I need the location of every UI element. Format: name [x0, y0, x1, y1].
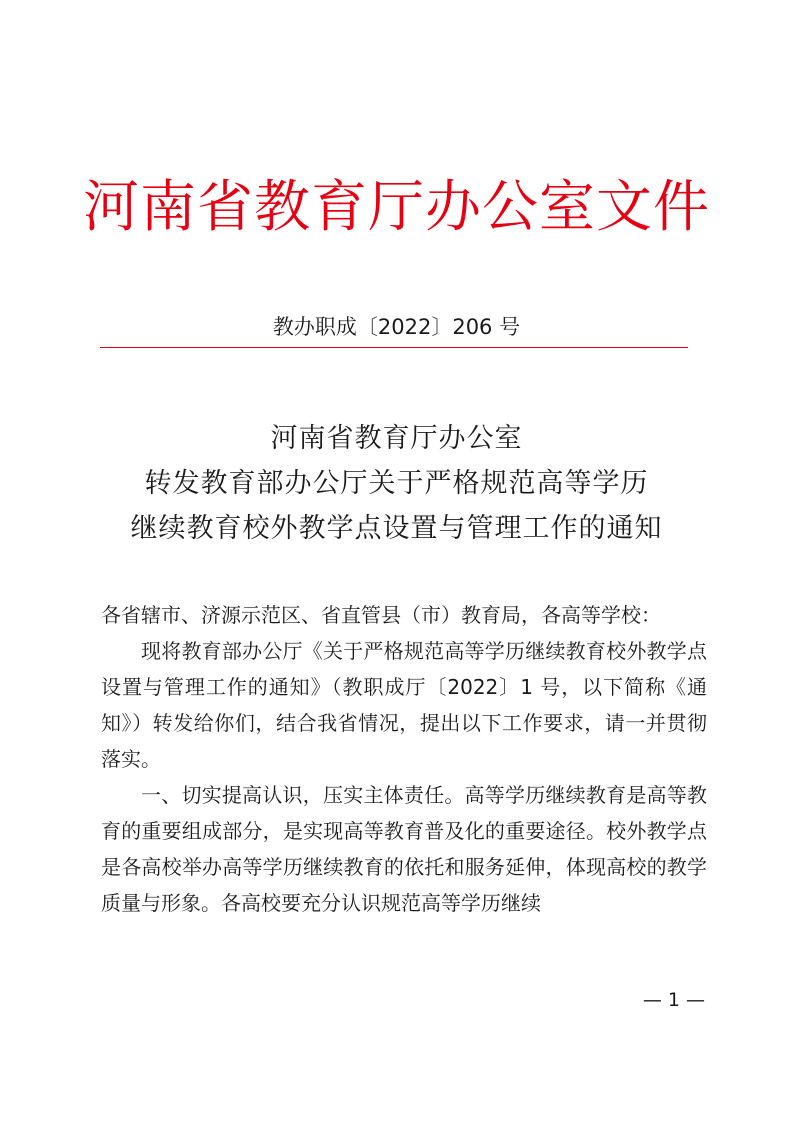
document-body — [101, 597, 707, 921]
title-line: 继续教育校外教学点设置与管理工作的通知 — [130, 513, 663, 544]
body-paragraph: 一、切实提高认识，压实主体责任。高等学历继续教育是高等教育的重要组成部分，是实现高等教育普及化的重要途径。校外教学点是各高校举办高等学历继续教育的依托和服务延伸，体现高校的教学质量与形象。各高校要充分认识规范高等学历继续 — [101, 783, 707, 915]
red-divider-line — [100, 347, 688, 348]
title-line: 转发教育部办公厅关于严格规范高等学历 — [144, 468, 649, 499]
notice-title — [0, 416, 793, 551]
page-number: — 1 — — [642, 989, 705, 1011]
title-line: 河南省教育厅办公室 — [270, 423, 523, 454]
body-paragraph: 现将教育部办公厅《关于严格规范高等学历继续教育校外教学点设置与管理工作的通知》（教职成厅〔2022〕1 号，以下简称《通知》）转发给你们，结合我省情况，提出以下工作要求，请一并贯彻落实。 — [101, 639, 707, 771]
document-number: 教办职成〔2022〕206 号 — [272, 315, 521, 339]
masthead-title: 河南省教育厅办公室文件 — [83, 175, 710, 240]
salutation: 各省辖市、济源示范区、省直管县（市）教育局，各高等学校： — [101, 603, 661, 627]
